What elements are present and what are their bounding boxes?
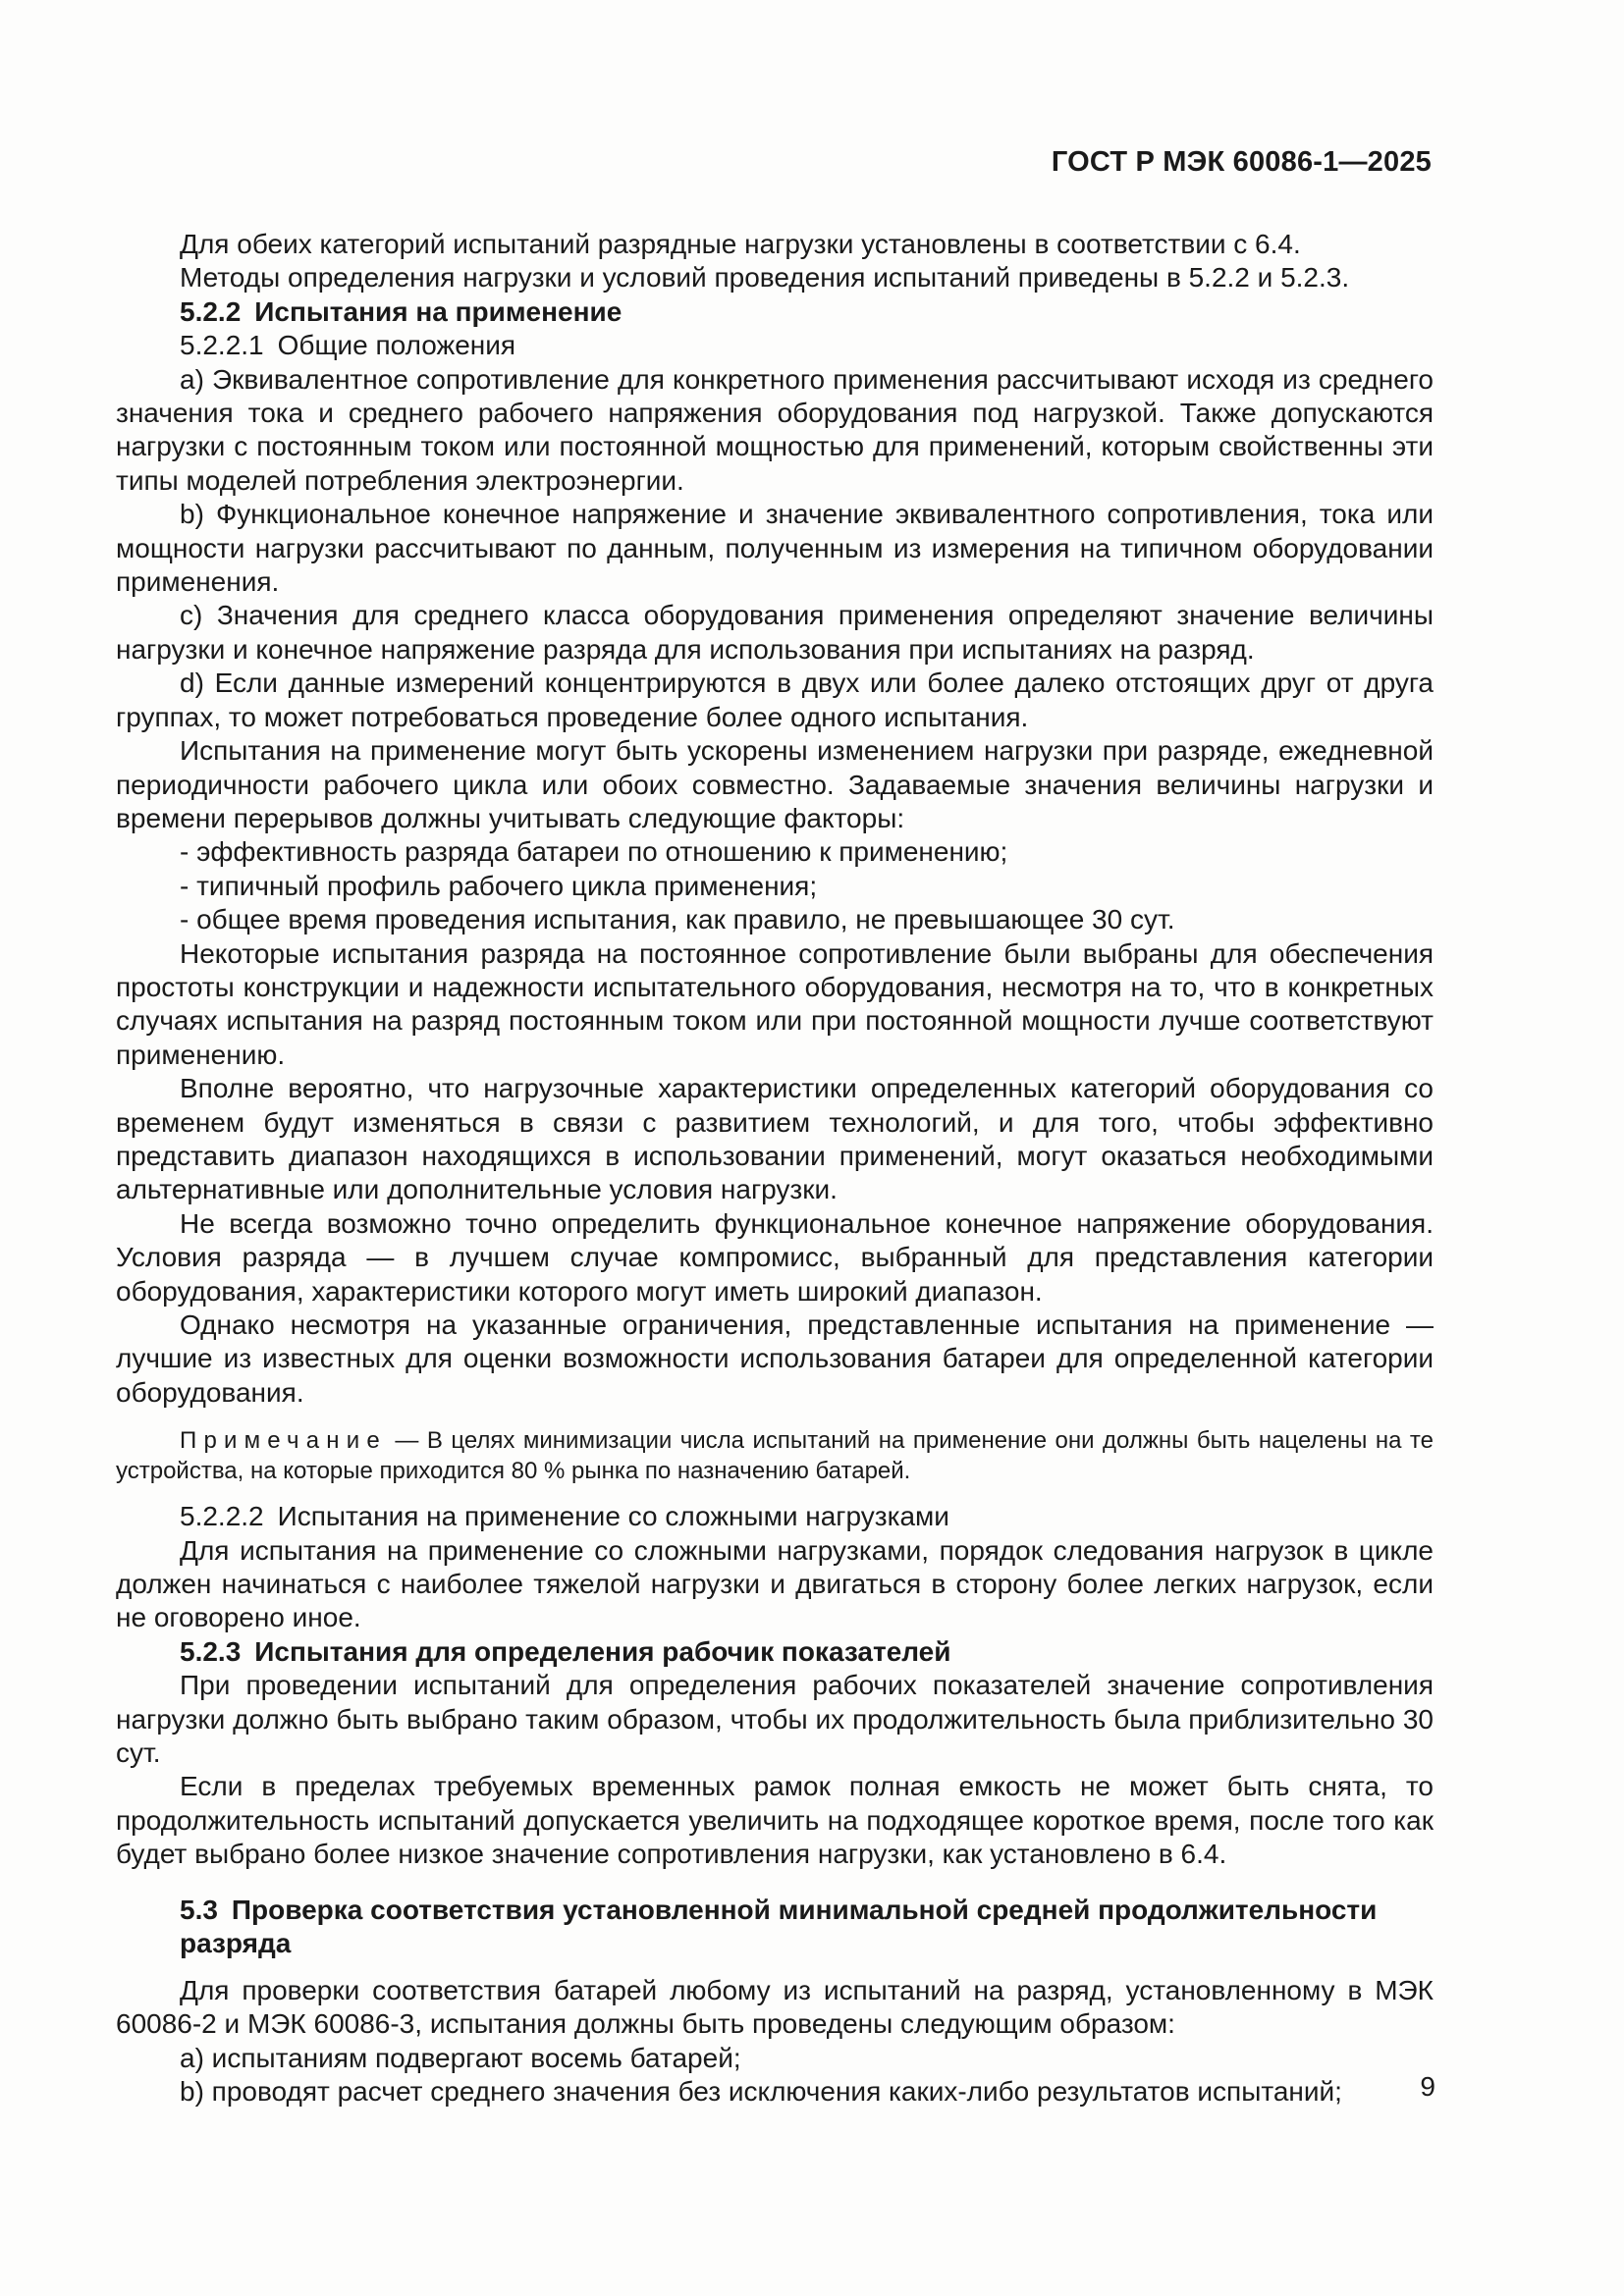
document-body — [116, 228, 1434, 2109]
page-number: 9 — [1420, 2071, 1435, 2102]
paragraph: d) Если данные измерений концентрируются в двух или более далеко отстоящих друг от друга группах, то может потребоваться проведение более одного испытания. — [116, 667, 1434, 732]
paragraph: Испытания на применение могут быть ускорены изменением нагрузки при разряде, ежедневной периодичности рабочего цикла или обоих совместно. Задаваемые значения величины нагрузки и времени перерывов должны учитывать следующие факторы: — [116, 735, 1434, 833]
list-item: - общее время проведения испытания, как правило, не превышающее 30 сут. — [180, 904, 1175, 935]
paragraph: При проведении испытаний для определения рабочих показателей значение сопротивления нагрузки должно быть выбрано таким образом, чтобы их продолжительность была приблизительно 30 сут. — [116, 1670, 1434, 1769]
paragraph: Однако несмотря на указанные ограничения, представленные испытания на применение — лучшие из известных для оценки возможности использования батареи для определенной категории оборудования. — [116, 1309, 1434, 1408]
paragraph: Для проверки соответствия батарей любому из испытаний на разряд, установленному в МЭК 60086-2 и МЭК 60086-3, испытания должны быть проведены следующим образом: — [116, 1974, 1434, 2040]
paragraph: a) Эквивалентное сопротивление для конкретного применения рассчитывают исходя из среднего значения тока и среднего рабочего напряжения оборудования под нагрузкой. Также допускаются нагрузки с постоянным током или постоянной мощностью для применений, которым свойственны эти типы моделей потребления электроэнергии. — [116, 363, 1434, 496]
note-label: Примечание — [180, 1427, 387, 1455]
document-note — [116, 1425, 1434, 1486]
paragraph: Вполне вероятно, что нагрузочные характеристики определенных категорий оборудования со временем будут изменяться в связи с развитием технологий, и для того, чтобы эффективно представить диапазон находящихся в использовании применений, могут оказаться необходимыми альтернативные или дополнительные условия нагрузки. — [116, 1073, 1434, 1205]
paragraph: Если в пределах требуемых временных рамок полная емкость не может быть снята, то продолжительность испытаний допускается увеличить на подходящее короткое время, после того как будет выбрано более низкое значение сопротивления нагрузки, как установлено в 6.4. — [116, 1771, 1434, 1870]
note-text: — В целях минимизации числа испытаний на применение они должны быть нацелены на те устройства, на которые приходится 80 % рынка по назначению батарей. — [116, 1427, 1434, 1485]
paragraph: Некоторые испытания разряда на постоянное сопротивление были выбраны для обеспечения простоты конструкции и надежности испытательного оборудования, несмотря на то, что в конкретных случаях испытания на разряд постоянным током или при постоянной мощности лучше соответствуют применению. — [116, 937, 1434, 1070]
paragraph: a) испытаниям подвергают восемь батарей; — [180, 2042, 741, 2073]
paragraph: Для обеих категорий испытаний разрядные нагрузки установлены в соответствии с 6.4. — [180, 229, 1301, 259]
paragraph: b) проводят расчет среднего значения без исключения каких-либо результатов испытаний; — [180, 2075, 1342, 2107]
subsection-heading: 5.2.2.1 Общие положения — [180, 330, 516, 361]
standard-code-header: ГОСТ Р МЭК 60086-1—2025 — [1051, 146, 1432, 178]
list-item: - типичный профиль рабочего цикла применения; — [180, 870, 818, 901]
paragraph: c) Значения для среднего класса оборудования применения определяют значение величины нагрузки и конечное напряжение разряда для использования при испытаниях на разряд. — [116, 600, 1434, 665]
section-heading: 5.2.3 Испытания для определения рабочик показателей — [180, 1635, 951, 1667]
paragraph: Не всегда возможно точно определить функциональное конечное напряжение оборудования. Условия разряда — в лучшем случае компромисс, выбранный для представления категории оборудования, характеристики которого могут иметь широкий диапазон. — [116, 1207, 1434, 1307]
section-heading: 5.3 Проверка соответствия установленной минимальной средней продолжительности разряда — [180, 1894, 1378, 1958]
subsection-heading: 5.2.2.2 Испытания на применение со сложными нагрузками — [180, 1501, 949, 1532]
paragraph: b) Функциональное конечное напряжение и значение эквивалентного сопротивления, тока или мощности нагрузки рассчитывают по данным, полученным из измерения на типичном оборудовании применения. — [116, 499, 1434, 598]
section-heading: 5.2.2 Испытания на применение — [180, 295, 623, 327]
paragraph: Для испытания на применение со сложными нагрузками, порядок следования нагрузок в цикле должен начинаться с наиболее тяжелой нагрузки и двигаться в сторону более легких нагрузок, если не оговорено иное. — [116, 1534, 1434, 1633]
paragraph: Методы определения нагрузки и условий проведения испытаний приведены в 5.2.2 и 5.2.3. — [180, 262, 1350, 294]
list-item: - эффективность разряда батареи по отношению к применению; — [180, 836, 1008, 868]
